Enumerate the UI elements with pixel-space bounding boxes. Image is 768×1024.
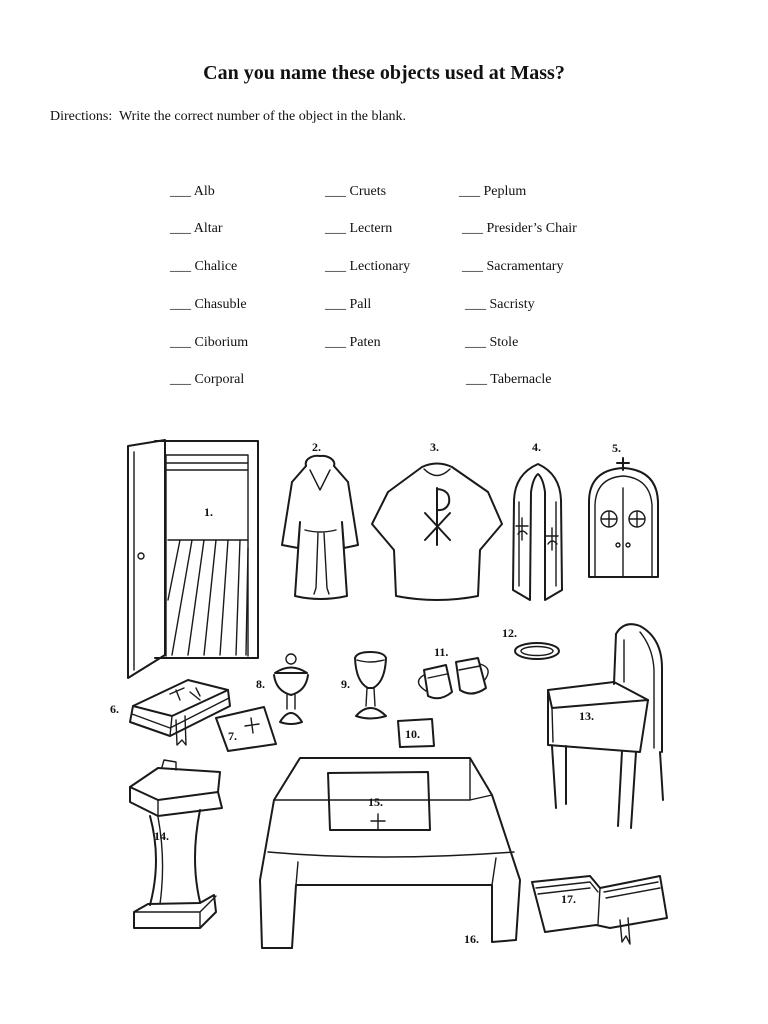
sacristy-drawing: [128, 440, 258, 678]
number-label: 13.: [579, 709, 594, 723]
number-label: 4.: [532, 440, 541, 454]
word-bank-item: ___ Corporal: [170, 372, 245, 387]
word-bank-item: ___ Sacristy: [465, 297, 535, 312]
altar-drawing: [260, 758, 520, 948]
number-label: 1.: [204, 505, 213, 519]
alb-drawing: [282, 456, 358, 599]
number-label: 8.: [256, 677, 265, 691]
word-bank-item: ___ Stole: [465, 335, 519, 350]
sacramentary-drawing: [532, 876, 667, 944]
paten-drawing: [515, 643, 559, 659]
number-label: 14.: [154, 829, 169, 843]
word-bank-item: ___ Sacramentary: [462, 259, 564, 274]
word-bank-item: ___ Lectionary: [325, 259, 411, 274]
word-bank-item: ___ Cruets: [325, 184, 387, 199]
word-bank-item: ___ Peplum: [459, 184, 527, 199]
word-bank-item: ___ Presider’s Chair: [462, 221, 577, 236]
directions-text: Directions: Write the correct number of the object in the blank.: [50, 109, 407, 124]
number-label: 11.: [434, 645, 449, 659]
number-label: 2.: [312, 440, 321, 454]
word-bank-item: ___ Chasuble: [170, 297, 247, 312]
number-label: 3.: [430, 440, 439, 454]
word-bank-item: ___ Paten: [325, 335, 381, 350]
number-label: 15.: [368, 795, 383, 809]
stole-drawing: [513, 464, 562, 600]
number-label: 7.: [228, 729, 237, 743]
word-bank-item: ___ Chalice: [170, 259, 238, 274]
cruets-drawing: [418, 658, 488, 698]
number-label: 16.: [464, 932, 479, 946]
word-bank-item: ___ Lectern: [325, 221, 393, 236]
worksheet-title: Can you name these objects used at Mass?: [203, 62, 565, 84]
word-bank-item: ___ Ciborium: [170, 335, 249, 350]
lectionary-drawing: [130, 680, 230, 745]
number-label: 10.: [405, 727, 420, 741]
word-bank-item: ___ Altar: [170, 221, 223, 236]
ciborium-drawing: [274, 654, 308, 724]
word-bank-item: ___ Alb: [170, 184, 215, 199]
word-bank-item: ___ Pall: [325, 297, 372, 312]
tabernacle-drawing: [589, 458, 658, 577]
chalice-drawing: [355, 652, 386, 719]
lectern-drawing: [130, 760, 222, 928]
number-label: 12.: [502, 626, 517, 640]
chasuble-drawing: [372, 464, 502, 601]
presiders-chair-drawing: [548, 624, 663, 828]
number-label: 17.: [561, 892, 576, 906]
number-label: 9.: [341, 677, 350, 691]
word-bank-item: ___ Tabernacle: [466, 372, 552, 387]
number-label: 5.: [612, 441, 621, 455]
corporal-drawing: [216, 707, 276, 751]
number-label: 6.: [110, 702, 119, 716]
